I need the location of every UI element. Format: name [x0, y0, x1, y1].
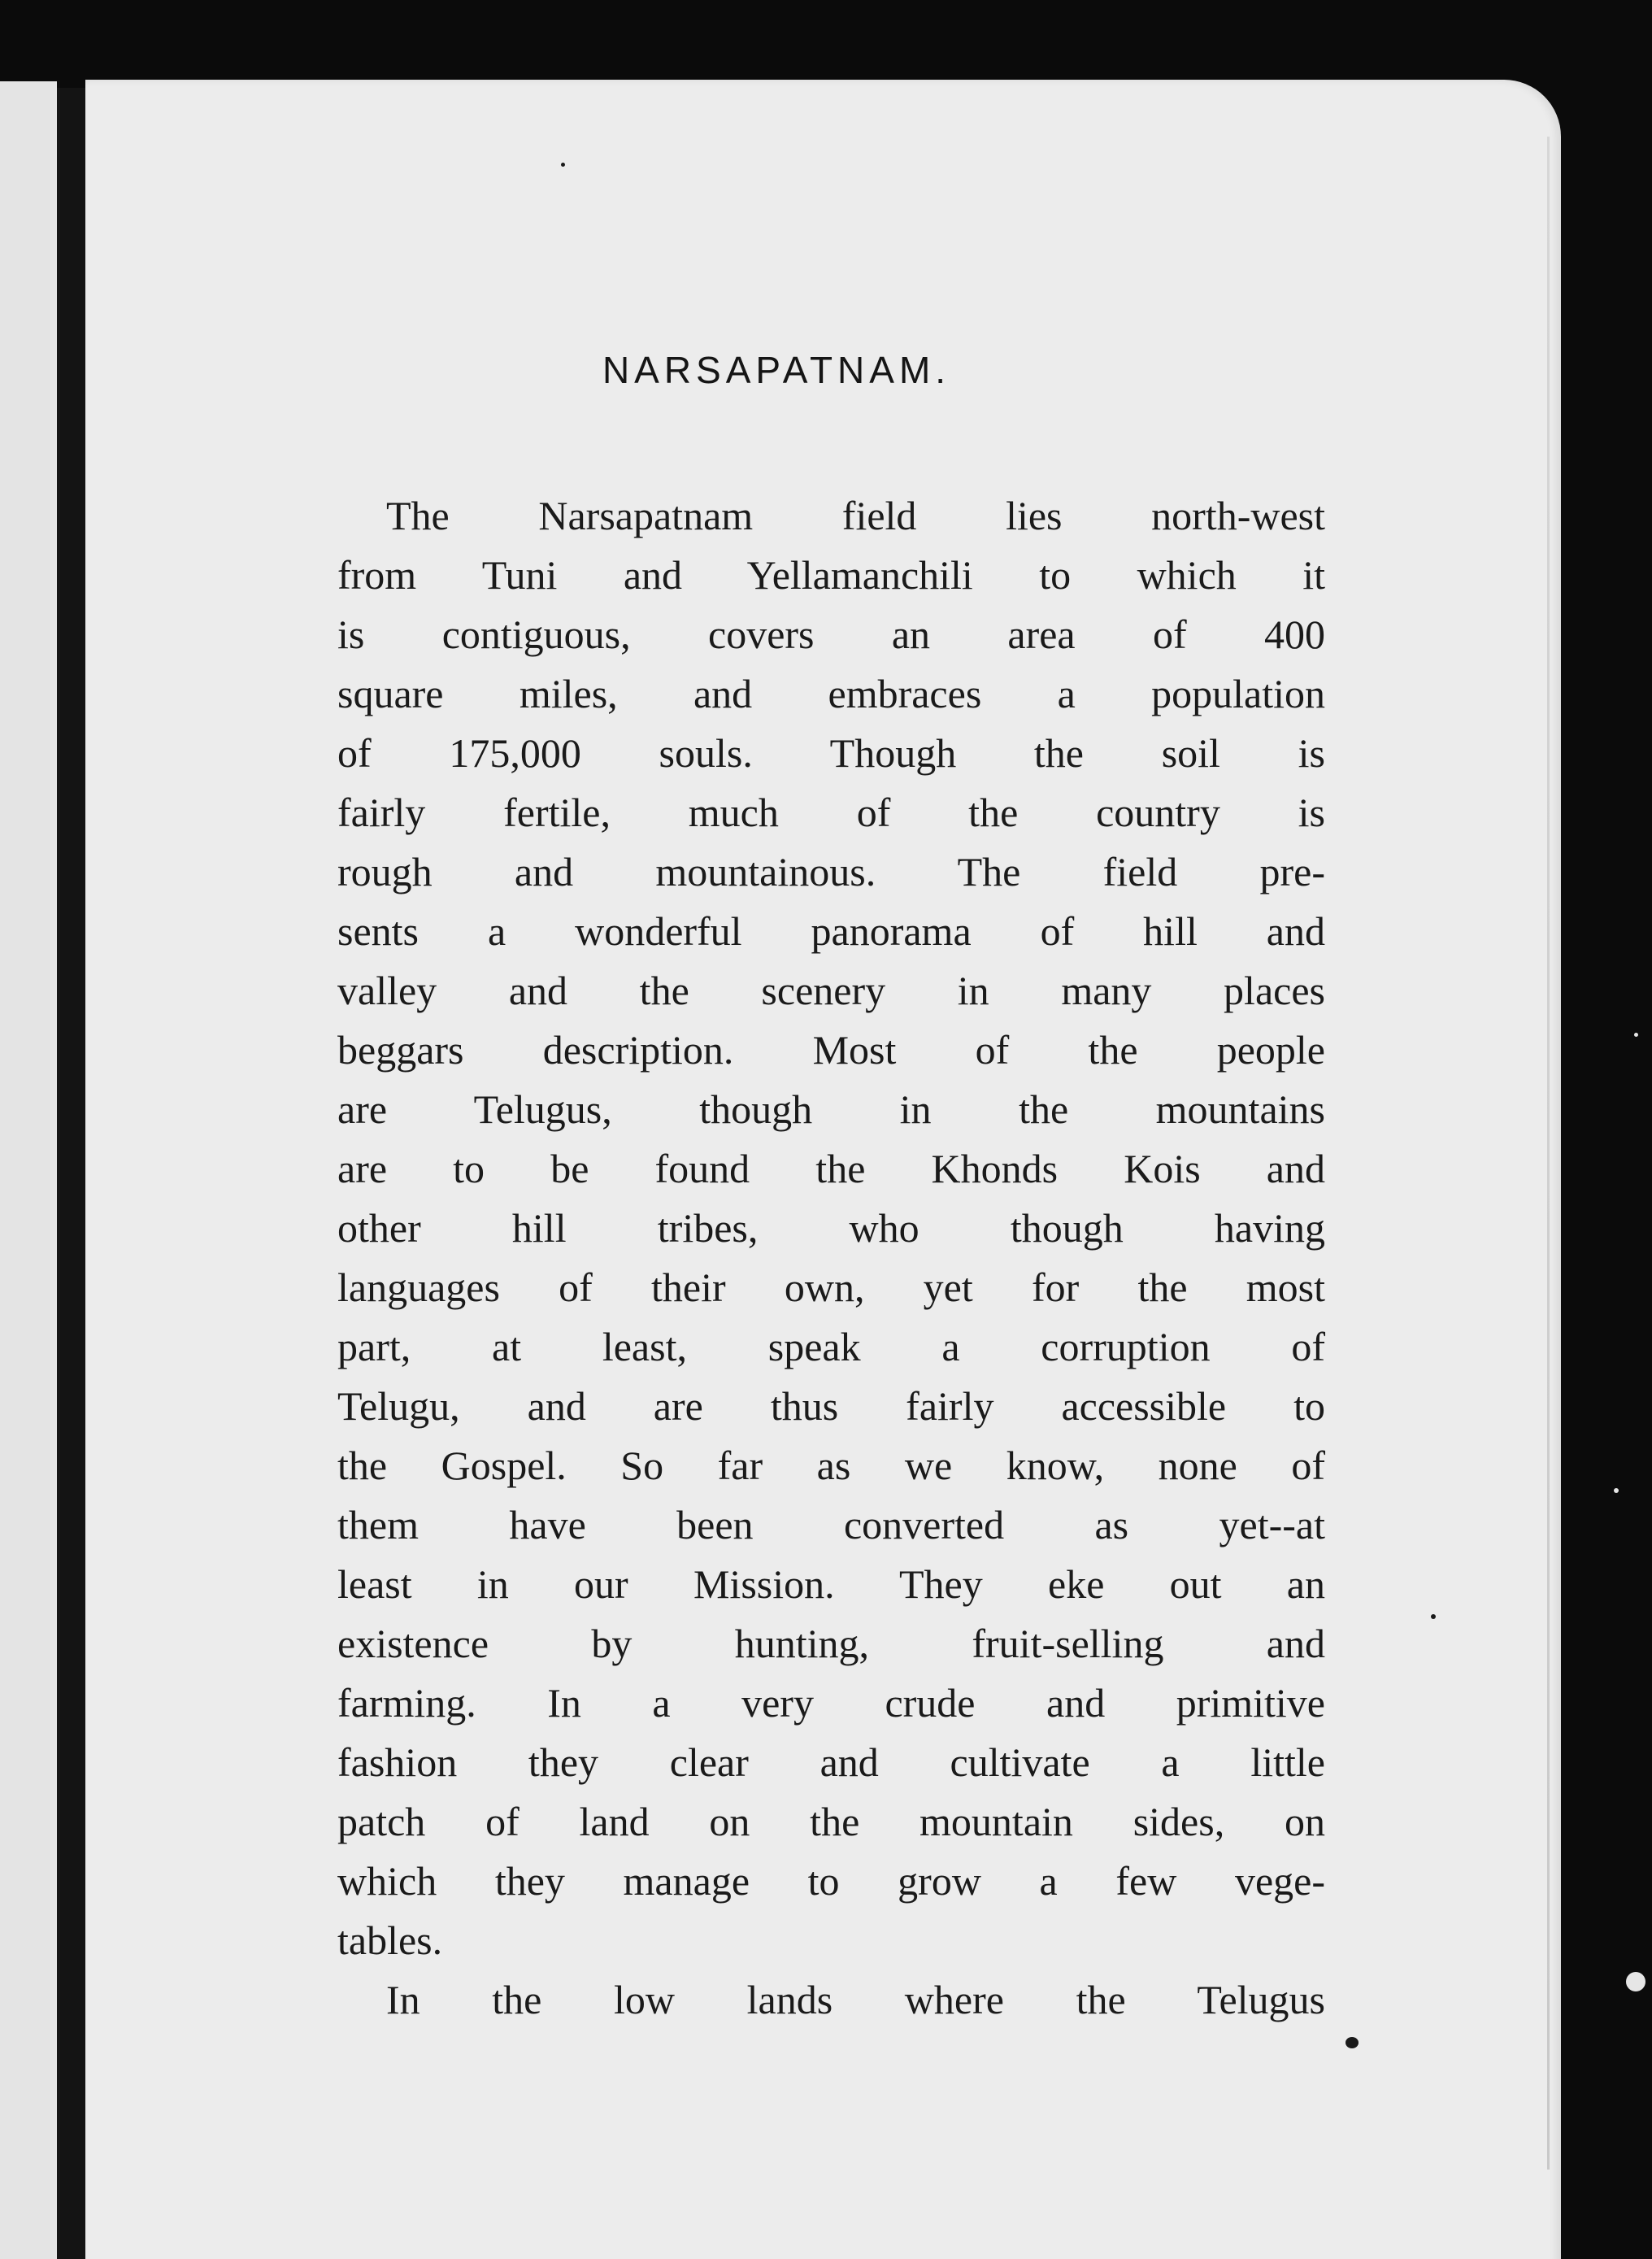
text-line: farming. In a very crude and primitive — [337, 1680, 1325, 1726]
text-line: is contiguous, covers an area of 400 — [337, 612, 1325, 657]
scan-speck — [1634, 1033, 1638, 1037]
text-line: them have been converted as yet--at — [337, 1502, 1325, 1547]
text-line: least in our Mission. They eke out an — [337, 1561, 1325, 1607]
text-line: In the low lands where the Telugus — [386, 1977, 1325, 2022]
scan-speck — [1626, 1972, 1645, 1991]
body-text — [337, 486, 1325, 2030]
page-speck — [1346, 2037, 1359, 2048]
text-line: The Narsapatnam field lies north-west — [386, 493, 1325, 538]
text-line: from Tuni and Yellamanchili to which it — [337, 552, 1325, 598]
left-page-edge — [0, 81, 57, 2259]
text-line: rough and mountainous. The field pre- — [337, 849, 1325, 894]
page-edge-shadow — [1547, 137, 1550, 2170]
page-speck — [1431, 1614, 1436, 1619]
text-line: fashion they clear and cultivate a little — [337, 1739, 1325, 1785]
page-heading: NARSAPATNAM. — [602, 349, 951, 391]
document-page — [85, 80, 1561, 2259]
page-speck — [561, 163, 565, 167]
text-line: sents a wonderful panorama of hill and — [337, 908, 1325, 954]
text-line: patch of land on the mountain sides, on — [337, 1799, 1325, 1844]
text-line: languages of their own, yet for the most — [337, 1264, 1325, 1310]
text-line: are to be found the Khonds Kois and — [337, 1146, 1325, 1191]
text-line: which they manage to grow a few vege- — [337, 1858, 1325, 1904]
text-line: valley and the scenery in many places — [337, 968, 1325, 1013]
text-line: other hill tribes, who though having — [337, 1205, 1325, 1251]
text-line: Telugu, and are thus fairly accessible to — [337, 1383, 1325, 1429]
text-line: square miles, and embraces a population — [337, 671, 1325, 716]
text-line: beggars description. Most of the people — [337, 1027, 1325, 1073]
text-line: tables. — [337, 1917, 443, 1963]
text-line: of 175,000 souls. Though the soil is — [337, 730, 1325, 776]
text-line: existence by hunting, fruit-selling and — [337, 1621, 1325, 1666]
text-line: the Gospel. So far as we know, none of — [337, 1443, 1325, 1488]
scan-speck — [1614, 1488, 1619, 1493]
text-line: part, at least, speak a corruption of — [337, 1324, 1325, 1369]
text-line: fairly fertile, much of the country is — [337, 790, 1325, 835]
text-line: are Telugus, though in the mountains — [337, 1086, 1325, 1132]
